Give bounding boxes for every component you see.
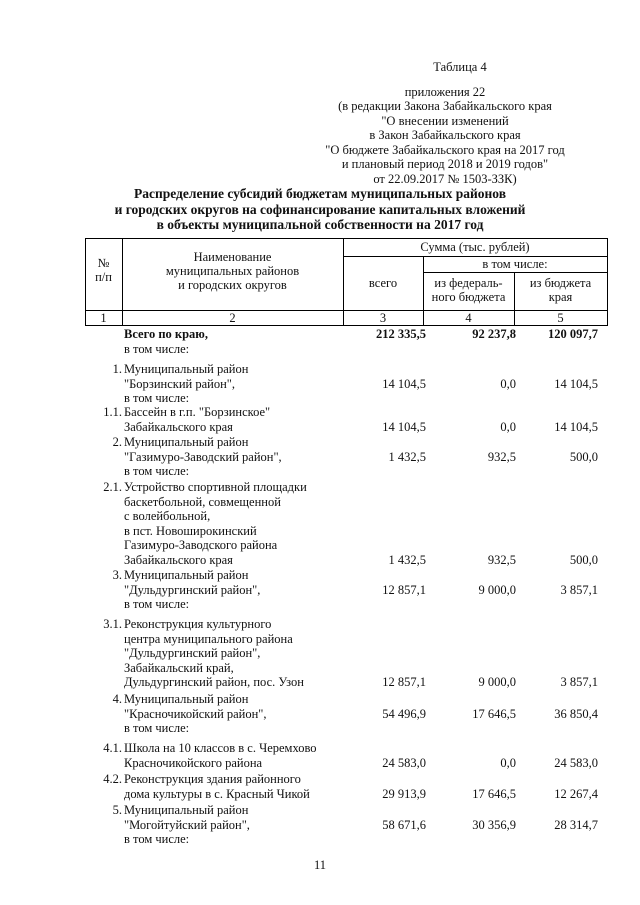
regional-value: 36 850,4 bbox=[554, 706, 598, 721]
header-sum: Сумма (тыс. рублей) bbox=[420, 240, 530, 254]
total-value: 12 857,1 bbox=[382, 675, 426, 689]
header-num: № п/п bbox=[95, 256, 112, 284]
total-value: 29 913,9 bbox=[382, 786, 426, 801]
total-value: 12 857,1 bbox=[382, 582, 426, 597]
regional-value: 500,0 bbox=[569, 449, 598, 464]
header-line: в Закон Забайкальского края bbox=[369, 128, 521, 142]
document-title bbox=[95, 186, 545, 233]
regional-value: 120 097,7 bbox=[548, 327, 598, 341]
header-line: от 22.09.2017 № 1503-ЗЗК) bbox=[373, 171, 517, 186]
document-header bbox=[250, 60, 640, 186]
federal-value: 30 356,9 bbox=[472, 817, 516, 832]
colnum: 4 bbox=[465, 311, 472, 325]
total-value: 54 496,9 bbox=[382, 706, 426, 721]
regional-value: 3 857,1 bbox=[560, 675, 598, 689]
regional-value: 24 583,0 bbox=[554, 755, 598, 770]
federal-value: 9 000,0 bbox=[478, 582, 516, 597]
header-line: "О внесении изменений bbox=[381, 113, 509, 128]
page-number: 11 bbox=[313, 858, 327, 872]
total-value: 212 335,5 bbox=[376, 327, 426, 341]
header-line: и плановый период 2018 и 2019 годов" bbox=[341, 157, 549, 171]
federal-value: 17 646,5 bbox=[472, 706, 516, 721]
header-total: всего bbox=[368, 276, 398, 290]
total-value: 1 432,5 bbox=[388, 552, 426, 567]
federal-value: 932,5 bbox=[487, 552, 516, 567]
federal-value: 92 237,8 bbox=[472, 327, 516, 341]
regional-value: 14 104,5 bbox=[554, 419, 598, 434]
header-including: в том числе: bbox=[482, 257, 548, 271]
title-line: в объекты муниципальной собственности на 2017 год bbox=[156, 217, 484, 232]
federal-value: 932,5 bbox=[487, 449, 516, 464]
regional-value: 500,0 bbox=[569, 552, 598, 567]
total-value: 58 671,6 bbox=[382, 817, 426, 832]
header-federal: из федераль- ного бюджета bbox=[431, 276, 506, 304]
total-value: 14 104,5 bbox=[382, 376, 426, 391]
federal-value: 17 646,5 bbox=[472, 786, 516, 801]
total-value: 1 432,5 bbox=[388, 449, 426, 464]
header-line: "О бюджете Забайкальского края на 2017 год bbox=[325, 142, 565, 157]
colnum: 5 bbox=[557, 311, 564, 325]
regional-value: 28 314,7 bbox=[554, 817, 598, 832]
header-line: приложения 22 bbox=[404, 84, 486, 99]
total-value: 24 583,0 bbox=[382, 755, 426, 770]
title-line: Распределение субсидий бюджетам муниципальных районов bbox=[133, 186, 507, 201]
federal-value: 9 000,0 bbox=[478, 675, 516, 689]
regional-value: 3 857,1 bbox=[560, 582, 598, 597]
header-regional: из бюджета края bbox=[529, 276, 592, 304]
total-value: 14 104,5 bbox=[382, 419, 426, 434]
federal-value: 0,0 bbox=[500, 376, 516, 391]
colnum: 2 bbox=[229, 311, 236, 325]
colnum: 1 bbox=[100, 311, 107, 325]
table-number: Таблица 4 bbox=[433, 60, 487, 74]
regional-value: 14 104,5 bbox=[554, 376, 598, 391]
header-line: (в редакции Закона Забайкальского края bbox=[338, 99, 552, 113]
federal-value: 0,0 bbox=[500, 755, 516, 770]
colnum: 3 bbox=[379, 311, 387, 325]
federal-value: 0,0 bbox=[500, 419, 516, 434]
regional-value: 12 267,4 bbox=[554, 786, 598, 801]
header-name: Наименование муниципальных районов и городских округов bbox=[165, 250, 300, 292]
title-line: и городских округов на софинансирование капитальных вложений bbox=[114, 201, 526, 217]
